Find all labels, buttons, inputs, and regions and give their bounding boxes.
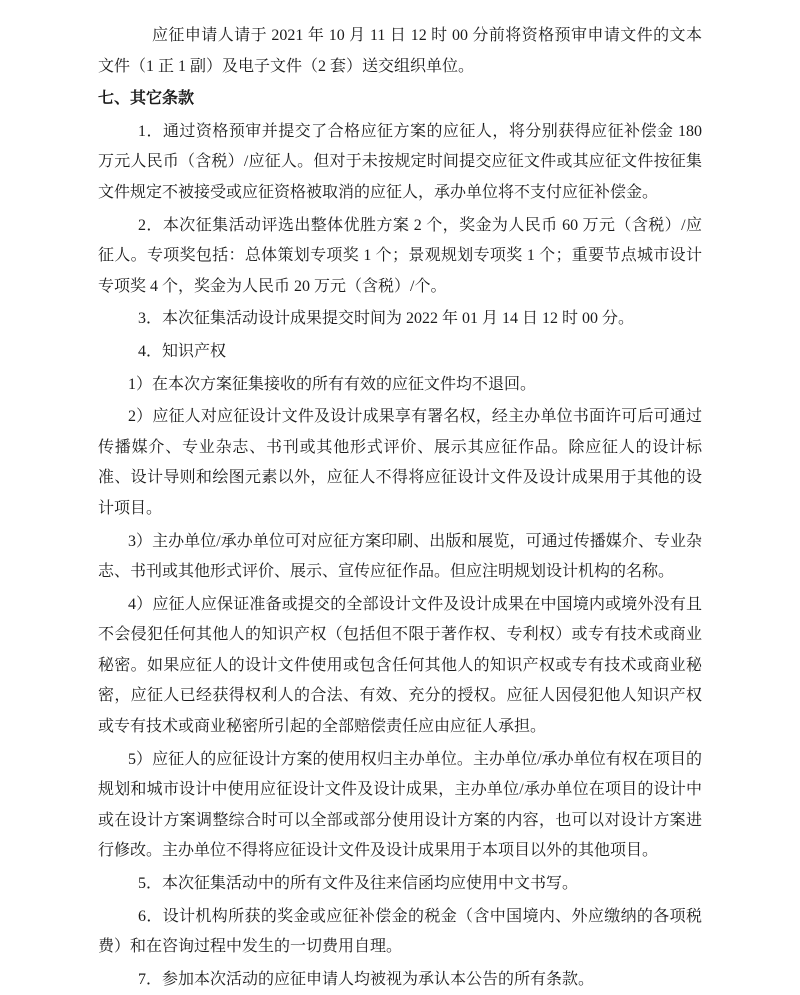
section-heading-other-terms: 七、其它条款 bbox=[98, 90, 195, 108]
clause-4-intellectual-property: 4．知识产权 bbox=[138, 342, 227, 360]
clause-6-taxes-and-costs: 6．设计机构所获的奖金或应征补偿金的税金（含中国境内、外应缴纳的各项税费）和在咨询过程中发生的一切费用自理。 bbox=[98, 907, 702, 956]
clause-4-sub-5-usage-rights: 5）应征人的应征设计方案的使用权归主办单位。主办单位/承办单位有权在项目的规划和城市设计中使用应征设计文件及设计成果，主办单位/承办单位在项目的设计中或在设计方案调整综合时可以全部或部分使用设计方案的内容，也可以对设计方案进行修改。主办单位不得将应征设计文件及设计成果用于本项目以外的其他项目。 bbox=[98, 750, 702, 860]
clause-4-sub-3-publication-rights: 3）主办单位/承办单位可对应征方案印刷、出版和展览，可通过传播媒介、专业杂志、书刊或其他形式评价、展示、宣传应征作品。但应注明规划设计机构的名称。 bbox=[98, 532, 702, 581]
clause-2-awards: 2．本次征集活动评选出整体优胜方案 2 个，奖金为人民币 60 万元（含税）/应征人。专项奖包括：总体策划专项奖 1 个；景观规划专项奖 1 个；重要节点城市设计专项奖 4 个，奖金为人民币 20 万元（含税）/个。 bbox=[98, 216, 702, 295]
clause-7-acknowledgement: 7．参加本次活动的应征申请人均被视为承认本公告的所有条款。 bbox=[138, 970, 595, 988]
intro-paragraph-submission-deadline: 应征申请人请于 2021 年 10 月 11 日 12 时 00 分前将资格预审申请文件的文本文件（1 正 1 副）及电子文件（2 套）送交组织单位。 bbox=[98, 27, 702, 75]
clause-4-sub-4-ip-warranty: 4）应征人应保证准备或提交的全部设计文件及设计成果在中国境内或境外没有且不会侵犯任何其他人的知识产权（包括但不限于著作权、专利权）或专有技术或商业秘密。如果应征人的设计文件使用或包含任何其他人的知识产权或专有技术或商业秘密，应征人已经获得权利人的合法、有效、充分的授权。应征人因侵犯他人知识产权或专有技术或商业秘密所引起的全部赔偿责任应由应征人承担。 bbox=[98, 595, 702, 736]
clause-5-chinese-language: 5．本次征集活动中的所有文件及往来信函均应使用中文书写。 bbox=[138, 875, 579, 893]
clause-4-sub-2-authorship-rights: 2）应征人对应征设计文件及设计成果享有署名权，经主办单位书面许可后可通过传播媒介、专业杂志、书刊或其他形式评价、展示其应征作品。除应征人的设计标准、设计导则和绘图元素以外，应征人不得将应征设计文件及设计成果用于其他的设计项目。 bbox=[98, 408, 702, 517]
clause-1-compensation: 1．通过资格预审并提交了合格应征方案的应征人，将分别获得应征补偿金 180 万元人民币（含税）/应征人。但对于未按规定时间提交应征文件或其应征文件按征集文件规定不被接受或应征资格被取消的应征人，承办单位将不支付应征补偿金。 bbox=[98, 122, 702, 201]
clause-4-sub-1-no-return: 1）在本次方案征集接收的所有有效的应征文件均不退回。 bbox=[128, 375, 537, 393]
clause-3-results-deadline: 3．本次征集活动设计成果提交时间为 2022 年 01 月 14 日 12 时 00 分。 bbox=[138, 310, 635, 328]
